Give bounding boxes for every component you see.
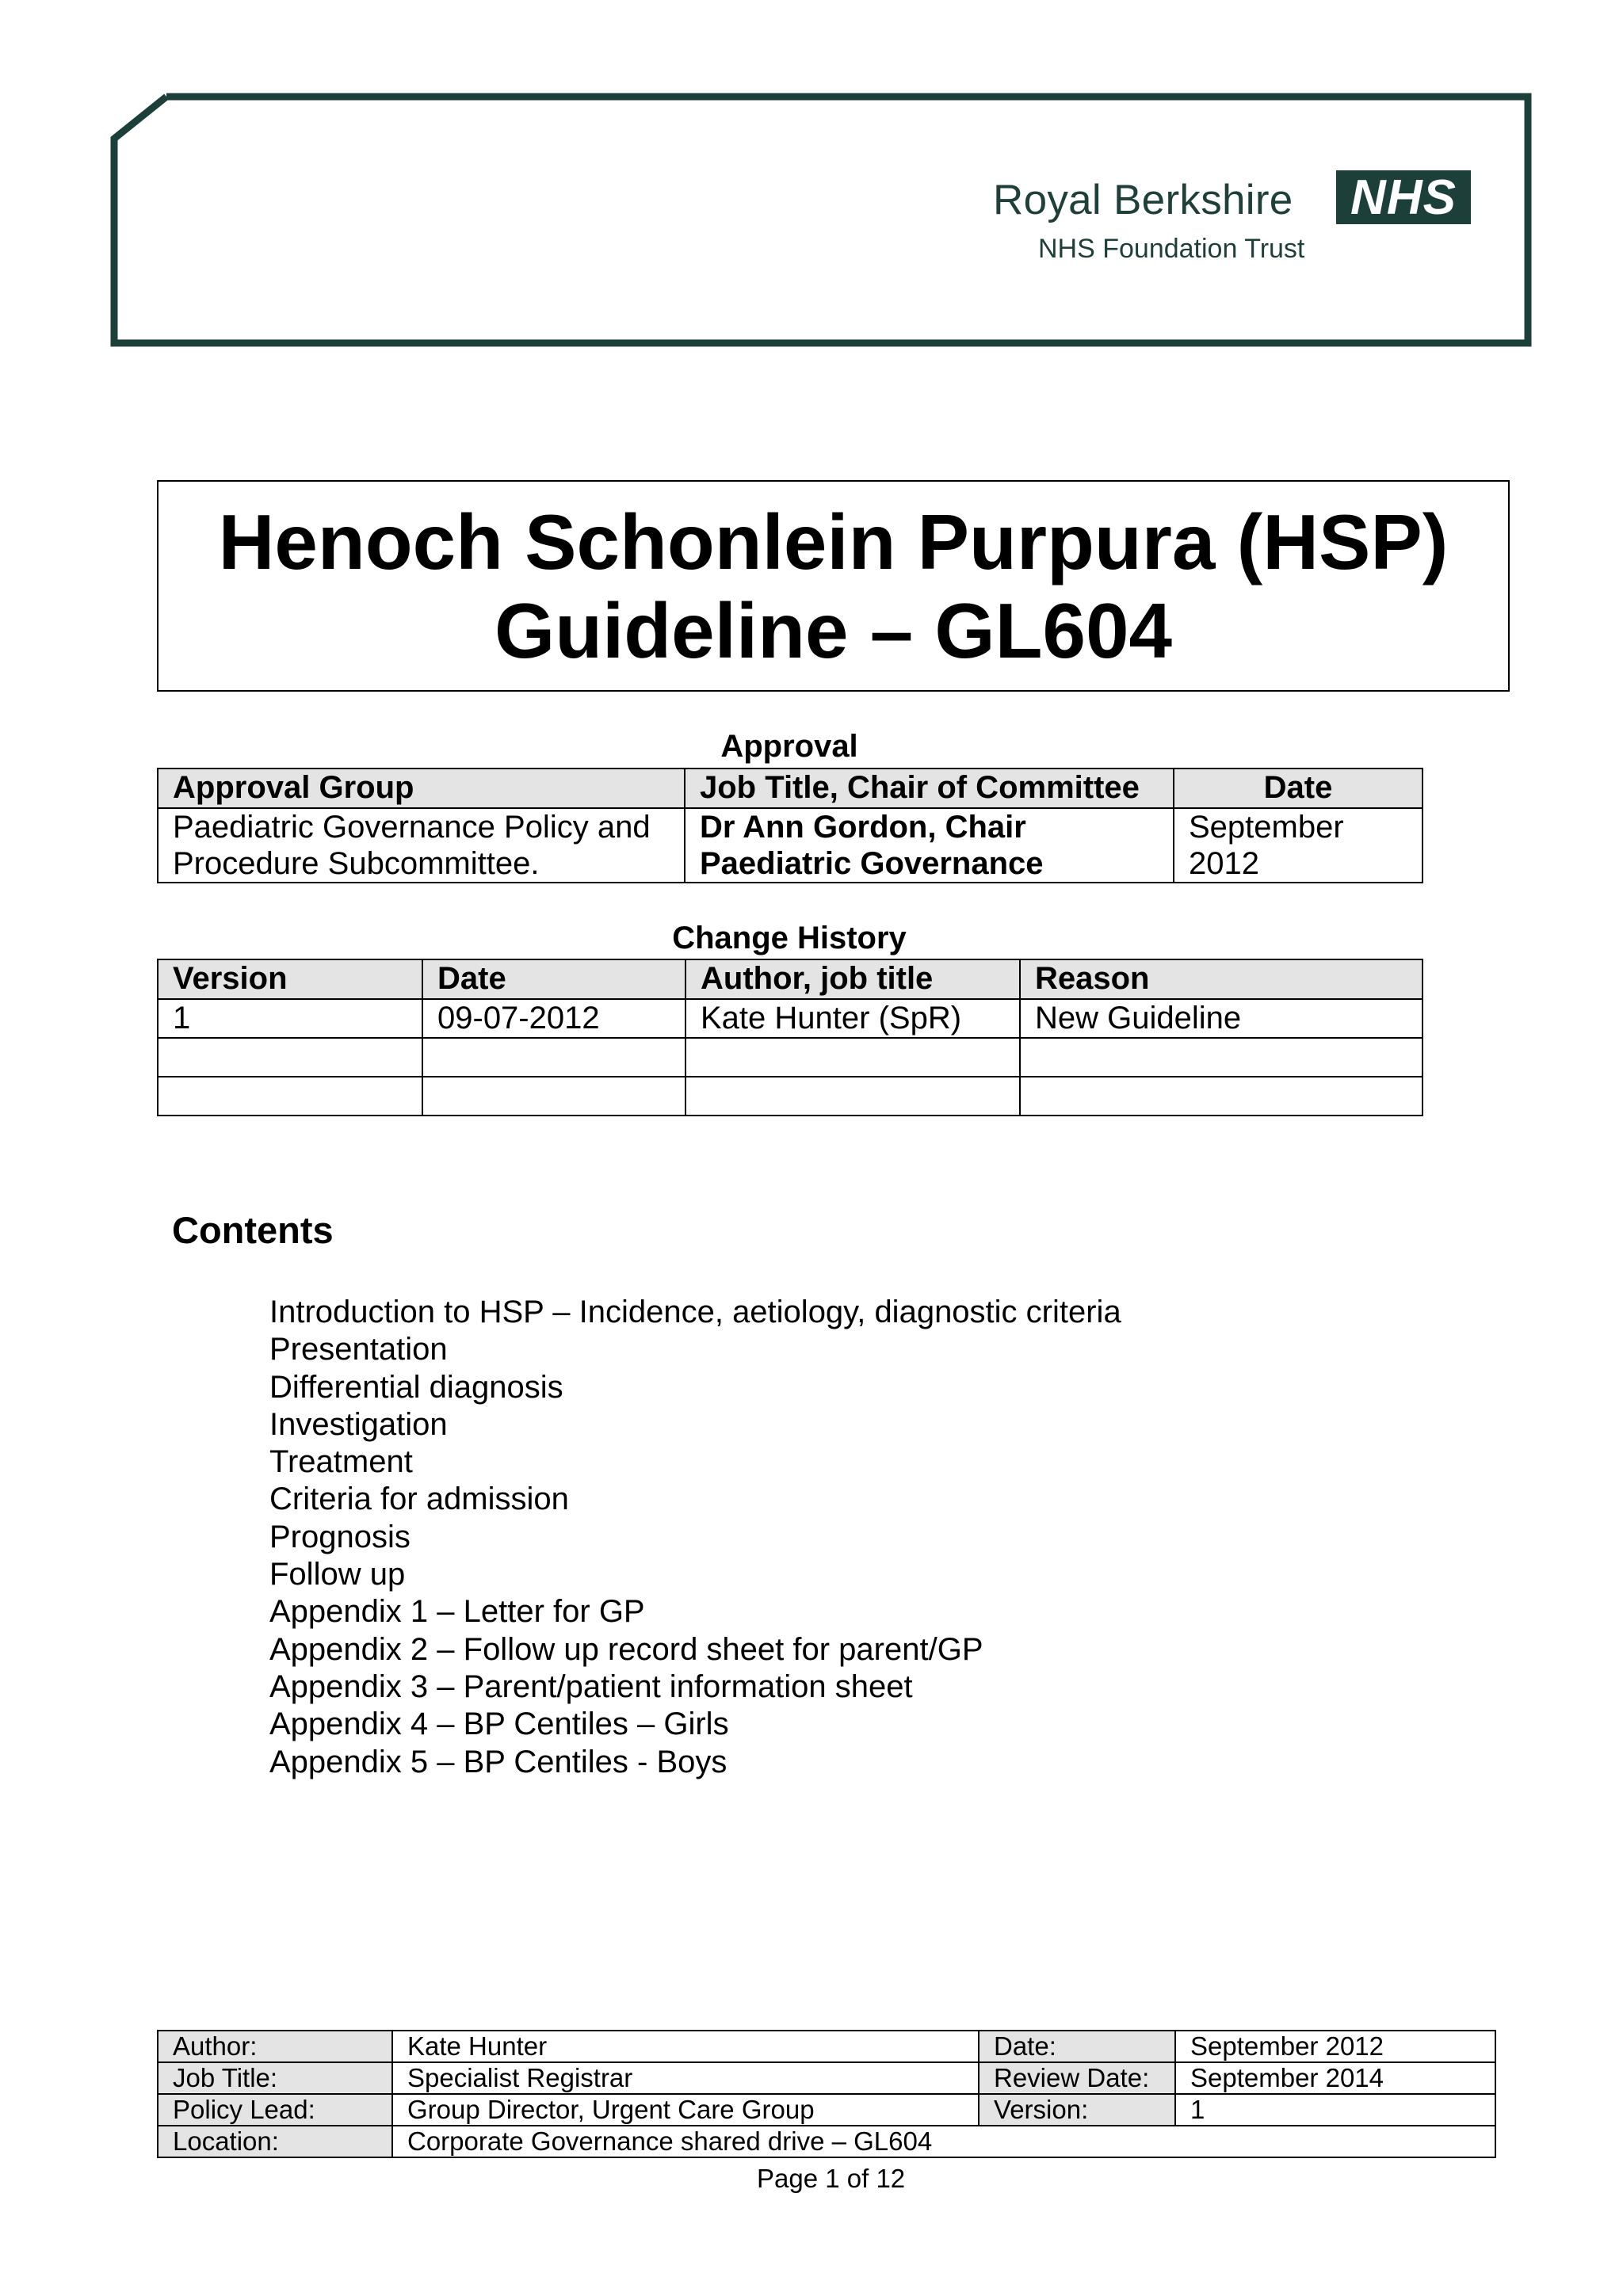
date-value: September 2012 <box>1175 2031 1495 2062</box>
contents-item: Treatment <box>269 1444 413 1480</box>
approval-job-cell <box>685 808 1174 883</box>
contents-item: Criteria for admission <box>269 1482 569 1517</box>
author-value: Kate Hunter <box>392 2031 979 2062</box>
page-number: Page 1 of 12 <box>757 2164 906 2193</box>
job-title-value: Specialist Registrar <box>392 2062 979 2094</box>
document-title-line-2: Guideline – GL604 <box>494 586 1173 674</box>
change-cell <box>158 1038 422 1077</box>
location-label: Location: <box>158 2126 392 2157</box>
contents-heading: Contents <box>172 1209 334 1251</box>
org-name: Royal Berkshire <box>993 177 1293 223</box>
doc-info-row <box>158 2031 1495 2062</box>
change-history-table <box>157 959 1423 1116</box>
approval-date-cell <box>1174 808 1423 883</box>
contents-item: Appendix 1 – Letter for GP <box>269 1594 645 1630</box>
approval-group-cell <box>158 808 685 883</box>
change-cell: New Guideline <box>1020 999 1423 1038</box>
doc-info-row <box>158 2126 1495 2157</box>
change-cell: 09-07-2012 <box>422 999 685 1038</box>
policy-lead-value: Group Director, Urgent Care Group <box>392 2094 979 2126</box>
doc-info-row <box>158 2094 1495 2126</box>
change-header-reason: Reason <box>1020 959 1423 999</box>
approval-group-line-2: Procedure Subcommittee. <box>173 846 540 881</box>
change-cell <box>1020 1038 1423 1077</box>
change-history-header-row <box>158 959 1423 999</box>
change-history-row <box>158 1038 1423 1077</box>
contents-item: Appendix 2 – Follow up record sheet for parent/GP <box>269 1631 983 1667</box>
contents-item: Appendix 4 – BP Centiles – Girls <box>269 1707 729 1742</box>
approval-row <box>158 808 1423 883</box>
change-header-date: Date <box>422 959 685 999</box>
approval-header-group: Approval Group <box>158 769 685 808</box>
approval-date-line-2: 2012 <box>1189 846 1259 881</box>
contents-item: Appendix 5 – BP Centiles - Boys <box>269 1744 727 1779</box>
contents-list <box>269 1294 1121 1781</box>
change-history-row <box>158 1077 1423 1116</box>
change-cell: Kate Hunter (SpR) <box>685 999 1020 1038</box>
change-cell <box>685 1038 1020 1077</box>
contents-item: Follow up <box>269 1557 406 1592</box>
contents-item: Introduction to HSP – Incidence, aetiology, diagnostic criteria <box>269 1295 1121 1329</box>
contents-item: Appendix 3 – Parent/patient information sheet <box>269 1669 913 1704</box>
change-history-caption: Change History <box>672 921 907 955</box>
approval-job-line-2: Paediatric Governance <box>700 846 1044 881</box>
approval-date-line-1: September <box>1189 810 1344 845</box>
approval-table <box>157 768 1423 883</box>
review-date-value: September 2014 <box>1175 2062 1495 2094</box>
approval-job-line-1: Dr Ann Gordon, Chair <box>700 810 1026 845</box>
contents-item: Investigation <box>269 1406 448 1442</box>
change-header-version: Version <box>158 959 422 999</box>
version-label: Version: <box>979 2094 1175 2126</box>
date-label: Date: <box>979 2031 1175 2062</box>
doc-info-row <box>158 2062 1495 2094</box>
change-cell <box>422 1038 685 1077</box>
approval-group-line-1: Paediatric Governance Policy and <box>173 810 651 845</box>
approval-header-date: Date <box>1174 769 1423 808</box>
change-cell <box>422 1077 685 1116</box>
document-title-line-1: Henoch Schonlein Purpura (HSP) <box>218 498 1449 585</box>
change-cell <box>1020 1077 1423 1116</box>
contents-item: Differential diagnosis <box>269 1369 563 1405</box>
policy-lead-label: Policy Lead: <box>158 2094 392 2126</box>
document-title-box <box>157 480 1510 692</box>
job-title-label: Job Title: <box>158 2062 392 2094</box>
author-label: Author: <box>158 2031 392 2062</box>
approval-header-job-title: Job Title, Chair of Committee <box>685 769 1174 808</box>
approval-caption: Approval <box>720 729 858 764</box>
contents-item: Presentation <box>269 1332 448 1367</box>
change-header-author: Author, job title <box>685 959 1020 999</box>
change-cell: 1 <box>158 999 422 1038</box>
change-history-row <box>158 999 1423 1038</box>
nhs-logo: NHS <box>1336 170 1471 224</box>
document-info-table <box>157 2030 1496 2158</box>
change-cell <box>685 1077 1020 1116</box>
header-border <box>114 97 1528 343</box>
contents-item: Prognosis <box>269 1519 411 1554</box>
approval-header-row <box>158 769 1423 808</box>
version-value: 1 <box>1175 2094 1495 2126</box>
review-date-label: Review Date: <box>979 2062 1175 2094</box>
change-cell <box>158 1077 422 1116</box>
org-subtitle: NHS Foundation Trust <box>1038 234 1305 264</box>
location-value: Corporate Governance shared drive – GL604 <box>392 2126 1495 2157</box>
